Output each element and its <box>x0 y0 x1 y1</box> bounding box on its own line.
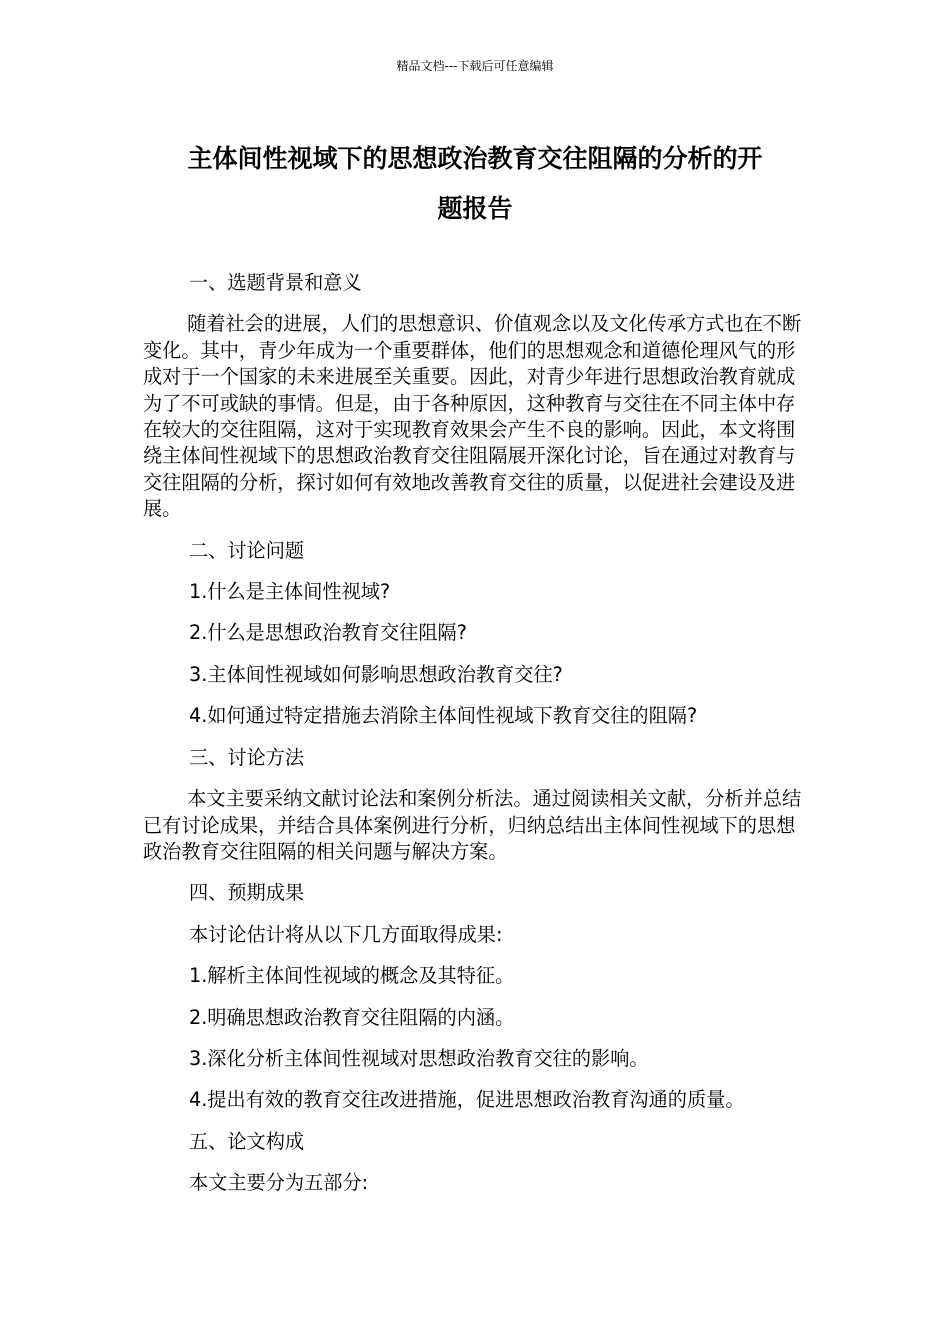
result-item-4: 4.提出有效的教育交往改进措施，促进思想政治教育沟通的质量。 <box>189 1088 745 1112</box>
section-heading-methods: 三、讨论方法 <box>189 745 305 769</box>
question-item-3: 3.主体间性视域如何影响思想政治教育交往? <box>189 662 563 686</box>
document-title <box>143 134 807 234</box>
question-item-2: 2.什么是思想政治教育交往阻隔? <box>189 621 467 645</box>
header-note: 精品文档---下载后可任意编辑 <box>396 59 554 73</box>
document-body <box>143 270 807 1212</box>
question-item-4: 4.如何通过特定措施去消除主体间性视域下教育交往的阻隔? <box>189 704 698 728</box>
title-line-1: 主体间性视域下的思想政治教育交往阻隔的分析的开 <box>187 144 763 173</box>
question-item-1: 1.什么是主体间性视域? <box>189 580 391 604</box>
paragraph-methods: 本文主要采纳文献讨论法和案例分析法。通过阅读相关文献，分析并总结已有讨论成果，并结合具体案例进行分析，归纳总结出主体间性视域下的思想政治教育交往阻隔的相关问题与解决方案。 <box>143 787 802 863</box>
result-item-1: 1.解析主体间性视域的概念及其特征。 <box>189 964 515 988</box>
paragraph-background: 随着社会的进展，人们的思想意识、价值观念以及文化传承方式也在不断变化。其中，青少年成为一个重要群体，他们的思想观念和道德伦理风气的形成对于一个国家的未来进展至关重要。因此，对青少年进行思想政治教育就成为了不可或缺的事情。但是，由于各种原因，这种教育与交往在不同主体中存在较大的交往阻隔，这对于实现教育效果会产生不良的影响。因此，本文将围绕主体间性视域下的思想政治教育交往阻隔展开深化讨论，旨在通过对教育与交往阻隔的分析，探讨如何有效地改善教育交往的质量，以促进社会建设及进展。 <box>143 312 802 521</box>
result-item-3: 3.深化分析主体间性视域对思想政治教育交往的影响。 <box>189 1046 649 1070</box>
section-heading-questions: 二、讨论问题 <box>189 538 305 562</box>
structure-intro: 本文主要分为五部分: <box>189 1171 369 1195</box>
section-heading-expected-results: 四、预期成果 <box>189 881 305 905</box>
section-heading-background: 一、选题背景和意义 <box>189 271 362 294</box>
title-line-2: 题报告 <box>437 194 513 223</box>
results-intro: 本讨论估计将从以下几方面取得成果: <box>189 922 503 946</box>
section-heading-structure: 五、论文构成 <box>189 1129 305 1153</box>
result-item-2: 2.明确思想政治教育交往阻隔的内涵。 <box>189 1005 515 1029</box>
